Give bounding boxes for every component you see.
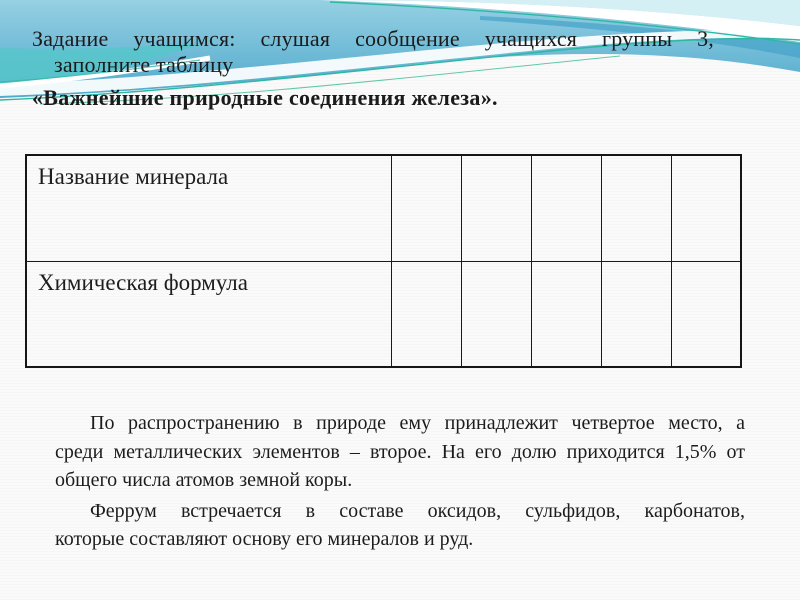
- empty-cell: [601, 262, 671, 368]
- title-line-2: заполните таблицу: [54, 52, 234, 77]
- empty-cell: [671, 262, 741, 368]
- paragraph1-line2: среди металлических элементов – второе. На его долю приходится 1,5% от: [55, 440, 745, 463]
- title-line-1: Задание учащимся: слушая сообщение учащихся группы 3,: [32, 26, 714, 51]
- paragraph2-line2: которые составляют основу его минералов и руд.: [55, 528, 474, 550]
- table-row-chemical-formula: [26, 262, 741, 368]
- empty-cell: [391, 262, 461, 368]
- empty-cell: [601, 155, 671, 262]
- row-header-mineral-name: Название минерала: [26, 155, 391, 262]
- empty-cell: [461, 155, 531, 262]
- empty-cell: [531, 262, 601, 368]
- paragraph1-line3: общего числа атомов земной коры.: [55, 469, 353, 491]
- empty-cell: [531, 155, 601, 262]
- paragraph2-line1: Феррум встречается в составе оксидов, сульфидов, карбонатов,: [90, 499, 745, 522]
- title-line-3: «Важнейшие природные соединения железа».: [32, 85, 498, 110]
- empty-cell: [391, 155, 461, 262]
- row-header-chemical-formula: Химическая формула: [26, 262, 391, 368]
- paragraph1-line1: По распространению в природе ему принадлежит четвертое место, а: [90, 412, 745, 434]
- minerals-table: [25, 154, 742, 368]
- empty-cell: [671, 155, 741, 262]
- body-text-block: [55, 409, 745, 554]
- table-row-mineral-name: [26, 155, 741, 262]
- title-block: [32, 26, 714, 111]
- empty-cell: [461, 262, 531, 368]
